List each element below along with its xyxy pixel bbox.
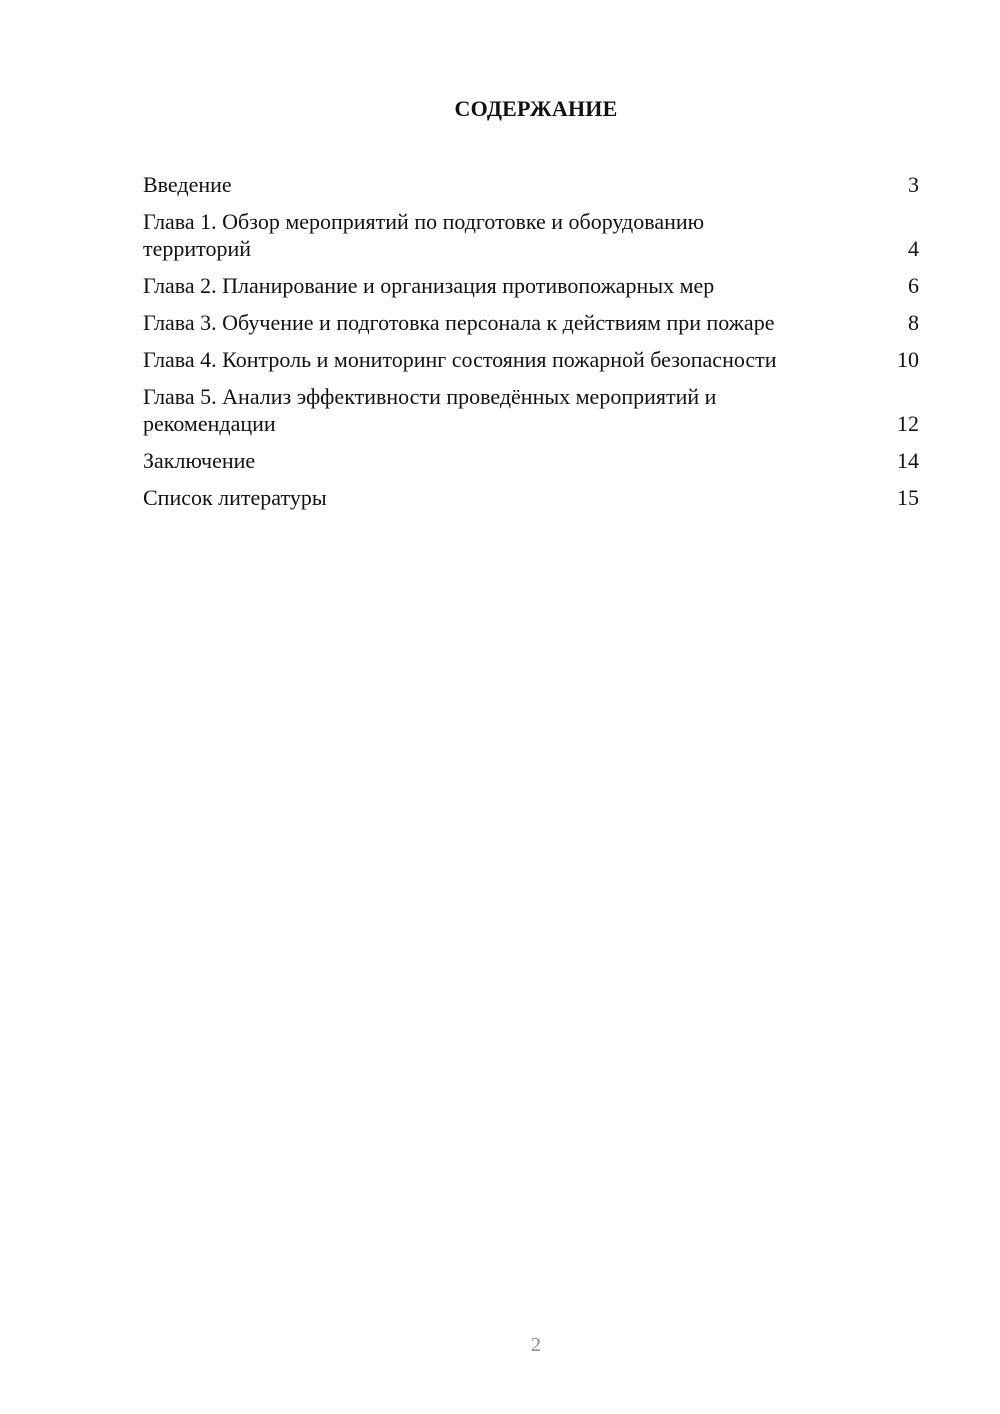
toc-item-page: 8 (908, 310, 919, 335)
toc-title: СОДЕРЖАНИЕ (454, 96, 618, 121)
table-of-contents (143, 171, 919, 521)
toc-item-text: Глава 2. Планирование и организация противопожарных мер (143, 273, 715, 298)
toc-item-text: Глава 4. Контроль и мониторинг состояния пожарной безопасности (143, 347, 777, 372)
toc-item-chapter-5 (143, 383, 919, 437)
toc-item-page: 6 (908, 273, 919, 298)
toc-item-page: 12 (897, 411, 919, 436)
toc-item-page: 15 (897, 485, 919, 510)
page-number: 2 (531, 1334, 541, 1356)
toc-item-page: 10 (897, 347, 919, 372)
toc-item-text: Глава 3. Обучение и подготовка персонала к действиям при пожаре (143, 310, 775, 335)
toc-item-conclusion (143, 447, 919, 474)
toc-item-page: 4 (908, 236, 919, 261)
toc-item-text: Введение (143, 172, 232, 197)
toc-item-page: 3 (908, 172, 919, 197)
toc-item-chapter-1 (143, 208, 919, 262)
toc-item-references (143, 484, 919, 511)
toc-item-text: Глава 1. Обзор мероприятий по подготовке и оборудованию территорий (143, 209, 705, 261)
toc-item-text: Заключение (143, 448, 256, 473)
toc-item-chapter-4 (143, 346, 919, 373)
toc-item-chapter-3 (143, 309, 919, 336)
toc-item-text: Глава 5. Анализ эффективности проведённых мероприятий и рекомендации (143, 384, 717, 436)
toc-item-text: Список литературы (143, 485, 327, 510)
toc-item-page: 14 (897, 448, 919, 473)
toc-item-chapter-2 (143, 272, 919, 299)
toc-item-introduction (143, 171, 919, 198)
